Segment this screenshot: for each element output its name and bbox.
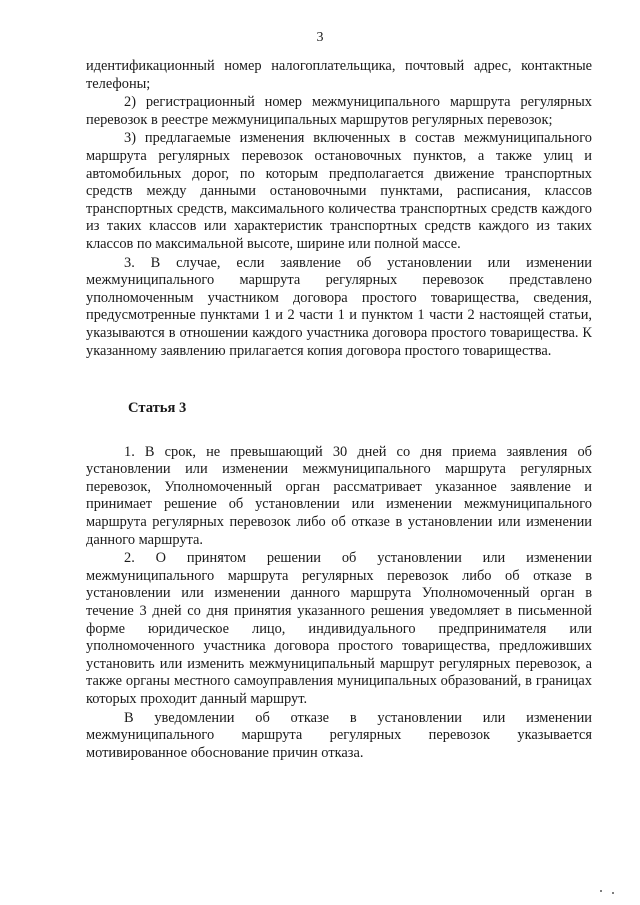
article-heading: Статья 3 — [128, 400, 187, 417]
document-body — [86, 58, 592, 762]
paragraph-continuation: идентификационный номер налогоплательщика, почтовый адрес, контактные телефоны; — [86, 58, 592, 92]
paragraph-art3-refusal: В уведомлении об отказе в установлении или изменении межмуниципального маршрута регулярных перевозок указывается мотивированное обоснование причин отказа. — [86, 709, 592, 761]
paragraph-item-2: 2) регистрационный номер межмуниципального маршрута регулярных перевозок в реестре межмуниципальных маршрутов регулярных перевозок; — [86, 94, 592, 128]
paragraph-item-3: 3) предлагаемые изменения включенных в состав межмуниципального маршрута регулярных перевозок остановочных пунктов, а также улиц и автомобильных дорог, по которым предполагается движение транспортных средств между данными остановочными пунктами, расписания, классов транспортных средств, максимального количества транспортных средств каждого из таких классов или характеристик транспортных средств каждого из таких классов по максимальной высоте, ширине или полной массе. — [86, 130, 592, 252]
page-number: 3 — [316, 30, 324, 45]
paragraph-art3-part-2: 2. О принятом решении об установлении или изменении межмуниципального маршрута регулярных перевозок либо об отказе в установлении или изменении данного маршрута Уполномоченный орган в течение 3 дней со дня принятия указанного решения уведомляет в письменной форме юридическое лицо, индивидуального предпринимателя или уполномоченного участника договора простого товарищества, предложивших установить или изменить межмуниципальный маршрут регулярных перевозок, а также органы местного самоуправления муниципальных образований, в границах которых проходит данный маршрут. — [86, 550, 592, 707]
paragraph-art3-part-1: 1. В срок, не превышающий 30 дней со дня приема заявления об установлении или изменении межмуниципального маршрута регулярных перевозок, Уполномоченный орган рассматривает указанное заявление и принимает решение об установлении или изменении межмуниципального маршрута регулярных перевозок либо об отказе в установлении или изменении данного маршрута. — [86, 443, 592, 548]
scan-speck — [600, 890, 602, 892]
paragraph-part-3: 3. В случае, если заявление об установлении или изменении межмуниципального маршрута регулярных перевозок представлено уполномоченным участником договора простого товарищества, сведения, предусмотренные пунктами 1 и 2 части 1 и пунктом 1 части 2 настоящей статьи, указываются в отношении каждого участника договора простого товарищества. К указанному заявлению прилагается копия договора простого товарищества. — [86, 254, 592, 359]
scan-speck — [612, 892, 614, 894]
